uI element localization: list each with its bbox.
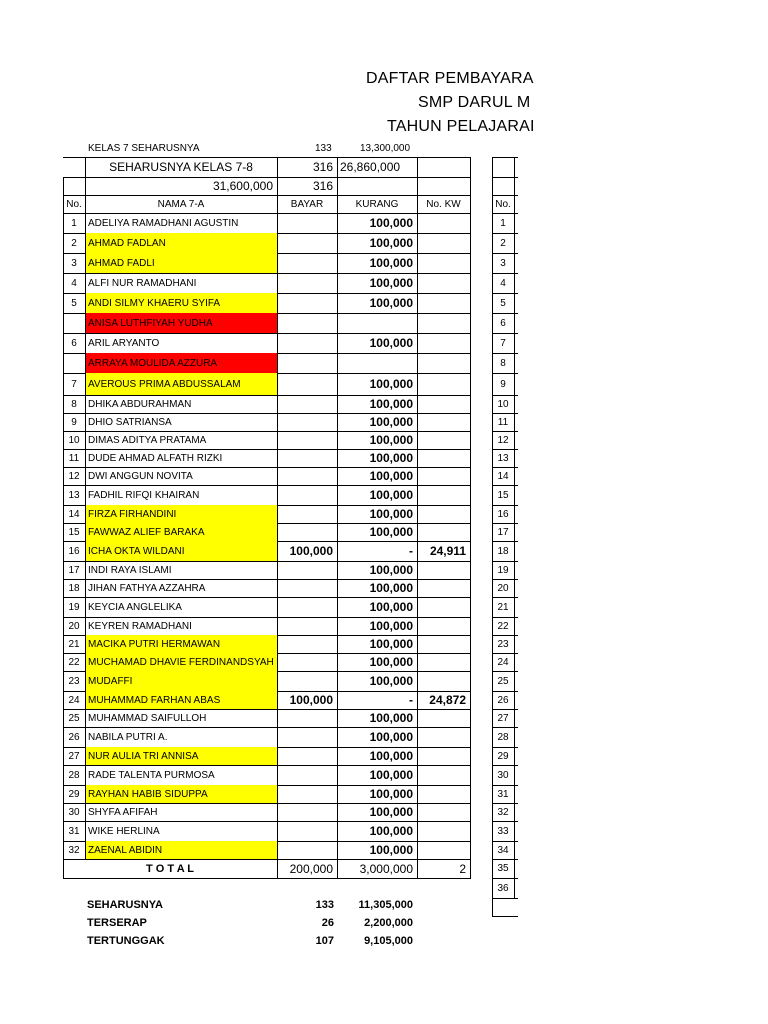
row-kurang: 100,000 (369, 415, 413, 429)
row-kurang: 100,000 (369, 507, 413, 521)
grid-line (63, 195, 471, 196)
row-bayar (277, 395, 337, 413)
header-kurang: KURANG (355, 198, 399, 210)
right-row-no: 27 (497, 712, 509, 724)
row-kw (417, 821, 470, 841)
right-row-no: 1 (500, 217, 506, 229)
right-row-no: 5 (500, 297, 506, 309)
row-name: FAWWAZ ALIEF BARAKA (88, 526, 205, 538)
row-no: 2 (71, 237, 77, 249)
summary-label: TERTUNGGAK (87, 935, 165, 947)
grid-line (63, 878, 471, 879)
right-header-no: No. (495, 198, 511, 210)
row-name: MACIKA PUTRI HERMAWAN (88, 638, 221, 650)
row-kurang: 100,000 (369, 843, 413, 857)
summary-amount: 2,200,000 (364, 917, 413, 929)
row-bayar (277, 449, 337, 467)
right-row-no: 6 (500, 317, 506, 329)
row-kurang: 100,000 (369, 397, 413, 411)
right-row-no: 2 (500, 237, 506, 249)
row-no: 10 (68, 434, 80, 446)
right-row-no: 25 (497, 675, 509, 687)
row-bayar (277, 431, 337, 449)
right-row-no: 17 (497, 526, 509, 538)
summary-count: 133 (315, 899, 334, 911)
grid-line (492, 916, 518, 917)
row-kurang: 100,000 (369, 488, 413, 502)
right-row-no: 16 (497, 508, 509, 520)
row-bayar (277, 597, 337, 617)
row-name: DUDE AHMAD ALFATH RIZKI (88, 452, 223, 464)
row-kurang: - (409, 693, 413, 707)
row-bayar (277, 561, 337, 579)
row-kw (417, 485, 470, 505)
row-kw (417, 709, 470, 727)
row-no: 12 (68, 470, 80, 482)
row-bayar (277, 353, 337, 373)
row-kw (417, 597, 470, 617)
right-row-no: 26 (497, 694, 509, 706)
row-kurang: 100,000 (369, 451, 413, 465)
row-kw: 24,872 (429, 693, 466, 707)
header-no: No. (66, 198, 82, 210)
grid-line (63, 177, 64, 879)
row-no: 14 (68, 508, 80, 520)
seharusnya-count: 316 (312, 160, 333, 174)
row-bayar (277, 617, 337, 635)
row-no (63, 313, 85, 333)
row-name: JIHAN FATHYA AZZAHRA (88, 582, 206, 594)
row-no: 23 (68, 675, 80, 687)
row-kurang: 100,000 (369, 377, 413, 391)
row-kurang (337, 313, 417, 333)
seharusnya-amount: 26,860,000 (340, 160, 401, 174)
row-name: FIRZA FIRHANDINI (88, 508, 177, 520)
row-kurang: 100,000 (369, 749, 413, 763)
row-bayar (277, 293, 337, 313)
row-kurang: 100,000 (369, 674, 413, 688)
row-kw (417, 671, 470, 691)
grid-line (492, 898, 518, 899)
row-name: ANISA LUTHFIYAH YUDHA (88, 317, 213, 329)
grid-line (85, 157, 86, 860)
row-name: KEYCIA ANGLELIKA (88, 601, 182, 613)
row-kurang: 100,000 (369, 256, 413, 270)
row-kurang (337, 353, 417, 373)
row-no: 15 (68, 526, 80, 538)
row-kw (417, 561, 470, 579)
grid-line (63, 213, 471, 214)
row-kurang: 100,000 (369, 805, 413, 819)
right-row-no: 21 (497, 601, 509, 613)
row-no: 31 (68, 825, 80, 837)
row-bayar (277, 671, 337, 691)
summary-label: SEHARUSNYA (87, 899, 164, 911)
row-bayar (277, 709, 337, 727)
right-row-no: 29 (497, 750, 509, 762)
row-kurang: 100,000 (369, 619, 413, 633)
row-bayar (277, 413, 337, 431)
right-row-no: 13 (497, 452, 509, 464)
row-bayar (277, 821, 337, 841)
row-kurang: 100,000 (369, 236, 413, 250)
row-kurang: 100,000 (369, 637, 413, 651)
row-kurang: 100,000 (369, 655, 413, 669)
row-no: 29 (68, 788, 80, 800)
right-row-no: 11 (497, 416, 509, 428)
right-row-no: 9 (500, 378, 506, 390)
right-row-no: 14 (497, 470, 509, 482)
row-bayar (277, 485, 337, 505)
right-row-no: 36 (497, 882, 509, 894)
right-row-no: 31 (497, 788, 509, 800)
row-kurang: 100,000 (369, 276, 413, 290)
row-kurang: 100,000 (369, 730, 413, 744)
row-no: 28 (68, 769, 80, 781)
row-name: DHIKA ABDURAHMAN (88, 398, 192, 410)
row-name: MUDAFFI (88, 675, 133, 687)
grid-line (514, 157, 515, 899)
row-kw (417, 635, 470, 653)
row-kw (417, 293, 470, 313)
row-no: 3 (71, 257, 77, 269)
total-kw: 2 (459, 861, 466, 876)
row-kw (417, 747, 470, 765)
row-name: INDI RAYA ISLAMI (88, 564, 172, 576)
row-kw (417, 313, 470, 333)
row-name: ARRAYA MOULIDA AZZURA (88, 357, 218, 369)
row-no: 32 (68, 844, 80, 856)
grid-line (277, 157, 278, 879)
grid-line (417, 157, 418, 879)
row-name: AHMAD FADLI (88, 257, 155, 269)
row-bayar: 100,000 (289, 693, 333, 707)
row-name: MUHAMMAD SAIFULLOH (88, 712, 207, 724)
row-name: ALFI NUR RAMADHANI (88, 277, 197, 289)
row-no: 21 (68, 638, 80, 650)
right-row-no: 33 (497, 825, 509, 837)
row-kw (417, 333, 470, 353)
title-line-3: TAHUN PELAJARAI (387, 118, 535, 135)
row-name: FADHIL RIFQI KHAIRAN (88, 489, 200, 501)
total-kurang: 3,000,000 (359, 861, 413, 876)
row-bayar (277, 273, 337, 293)
row-kurang: 100,000 (369, 216, 413, 230)
row-no: 17 (68, 564, 80, 576)
header-nokw: No. KW (426, 198, 461, 210)
row-kw (417, 765, 470, 785)
row-bayar (277, 747, 337, 765)
row-bayar (277, 505, 337, 523)
row-kw (417, 273, 470, 293)
right-row-no: 34 (497, 844, 509, 856)
row-no: 7 (71, 378, 77, 390)
row-name: SHYFA AFIFAH (88, 806, 158, 818)
row-bayar (277, 373, 337, 395)
title-line-1: DAFTAR PEMBAYARA (366, 70, 534, 87)
row-kurang: 100,000 (369, 336, 413, 350)
row-no: 13 (68, 489, 80, 501)
row-kurang: 100,000 (369, 581, 413, 595)
row-name: DWI ANGGUN NOVITA (88, 470, 193, 482)
row-no: 16 (68, 545, 80, 557)
right-row-no: 15 (497, 489, 509, 501)
row-kw (417, 727, 470, 747)
row-kw (417, 353, 470, 373)
row-name: NUR AULIA TRI ANNISA (88, 750, 199, 762)
row-bayar (277, 313, 337, 333)
total-label: T O T A L (145, 862, 195, 875)
row-no: 6 (71, 337, 77, 349)
seharusnya-label: SEHARUSNYA KELAS 7-8 (109, 160, 253, 174)
row-bayar (277, 213, 337, 233)
row-kw (417, 213, 470, 233)
row-bayar (277, 803, 337, 821)
row-kurang: 100,000 (369, 768, 413, 782)
row-kurang: - (409, 544, 413, 558)
row-kurang: 100,000 (369, 469, 413, 483)
row-no: 27 (68, 750, 80, 762)
row-bayar (277, 333, 337, 353)
row-no: 8 (71, 398, 77, 410)
row-no: 9 (71, 416, 77, 428)
row-name: ANDI SILMY KHAERU SYIFA (88, 297, 221, 309)
row-bayar: 100,000 (289, 544, 333, 558)
row3-count: 316 (312, 179, 333, 193)
row-kw (417, 841, 470, 859)
row-bayar (277, 233, 337, 253)
header-nama: NAMA 7-A (157, 198, 205, 210)
row-kurang: 100,000 (369, 600, 413, 614)
row-kw (417, 653, 470, 671)
row-no: 5 (71, 297, 77, 309)
row-kw: 24,911 (429, 544, 466, 558)
row-bayar (277, 635, 337, 653)
row-name: AHMAD FADLAN (88, 237, 166, 249)
row-no: 19 (68, 601, 80, 613)
grid-line (63, 157, 471, 158)
right-row-no: 12 (497, 434, 509, 446)
right-row-no: 7 (500, 337, 506, 349)
right-row-no: 18 (497, 545, 509, 557)
right-row-no: 24 (497, 656, 509, 668)
row-bayar (277, 727, 337, 747)
row-no: 30 (68, 806, 80, 818)
kelas-amount: 13,300,000 (360, 143, 411, 154)
summary-count: 107 (315, 935, 334, 947)
right-row-no: 10 (497, 398, 509, 410)
row-name: ADELIYA RAMADHANI AGUSTIN (88, 217, 239, 229)
row-no: 26 (68, 731, 80, 743)
row-kw (417, 579, 470, 597)
row3-amount: 31,600,000 (212, 179, 273, 193)
row-kurang: 100,000 (369, 711, 413, 725)
row-kw (417, 431, 470, 449)
row-no: 24 (68, 694, 80, 706)
right-row-no: 28 (497, 731, 509, 743)
row-no (63, 353, 85, 373)
kelas-label: KELAS 7 SEHARUSNYA (88, 143, 200, 154)
right-row-no: 30 (497, 769, 509, 781)
row-kw (417, 803, 470, 821)
right-row-no: 23 (497, 638, 509, 650)
row-no: 20 (68, 620, 80, 632)
row-kurang: 100,000 (369, 787, 413, 801)
row-bayar (277, 467, 337, 485)
row-kurang: 100,000 (369, 433, 413, 447)
row-kw (417, 253, 470, 273)
row-name: DIMAS ADITYA PRATAMA (88, 434, 207, 446)
grid-line (63, 177, 471, 178)
header-bayar: BAYAR (290, 198, 324, 210)
row-no: 11 (68, 452, 80, 464)
grid-line (470, 157, 471, 879)
row-name: KEYREN RAMADHANI (88, 620, 192, 632)
kelas-count: 133 (315, 143, 332, 154)
summary-count: 26 (321, 917, 334, 929)
row-kw (417, 523, 470, 541)
row-name: NABILA PUTRI A. (88, 731, 168, 743)
row-name: DHIO SATRIANSA (88, 416, 172, 428)
row-kw (417, 617, 470, 635)
row-name: ZAENAL ABIDIN (88, 844, 163, 856)
row-kw (417, 373, 470, 395)
row-bayar (277, 653, 337, 671)
right-row-no: 32 (497, 806, 509, 818)
row-name: MUHAMMAD FARHAN ABAS (88, 694, 221, 706)
row-kurang: 100,000 (369, 296, 413, 310)
grid-line (337, 157, 338, 879)
total-bayar: 200,000 (289, 861, 333, 876)
row-bayar (277, 523, 337, 541)
row-name: ICHA OKTA WILDANI (88, 545, 185, 557)
right-row-no: 22 (497, 620, 509, 632)
summary-amount: 11,305,000 (358, 899, 413, 911)
row-name: AVEROUS PRIMA ABDUSSALAM (88, 378, 241, 390)
row-bayar (277, 253, 337, 273)
row-no: 1 (71, 217, 77, 229)
right-row-no: 4 (500, 277, 506, 289)
right-row-no: 20 (497, 582, 509, 594)
row-no: 22 (68, 656, 80, 668)
row-kurang: 100,000 (369, 563, 413, 577)
row-bayar (277, 765, 337, 785)
row-no: 18 (68, 582, 80, 594)
title-line-2: SMP DARUL M (418, 94, 531, 111)
right-row-no: 19 (497, 564, 509, 576)
row-kw (417, 395, 470, 413)
row-kurang: 100,000 (369, 525, 413, 539)
row-no: 25 (68, 712, 80, 724)
row-kw (417, 449, 470, 467)
row-kurang: 100,000 (369, 824, 413, 838)
row-name: ARIL ARYANTO (88, 337, 160, 349)
row-kw (417, 505, 470, 523)
summary-label: TERSERAP (87, 917, 147, 929)
row-name: RAYHAN HABIB SIDUPPA (88, 788, 208, 800)
row-name: MUCHAMAD DHAVIE FERDINANDSYAH (88, 656, 274, 668)
row-bayar (277, 785, 337, 803)
right-row-no: 8 (500, 357, 506, 369)
row-kw (417, 467, 470, 485)
row-name: RADE TALENTA PURMOSA (88, 769, 215, 781)
row-no: 4 (71, 277, 77, 289)
row-kw (417, 785, 470, 803)
right-row-no: 3 (500, 257, 506, 269)
row-kw (417, 413, 470, 431)
row-kw (417, 233, 470, 253)
row-bayar (277, 841, 337, 859)
right-row-no: 35 (497, 863, 509, 874)
row-name: WIKE HERLINA (88, 825, 160, 837)
row-bayar (277, 579, 337, 597)
summary-amount: 9,105,000 (364, 935, 413, 947)
